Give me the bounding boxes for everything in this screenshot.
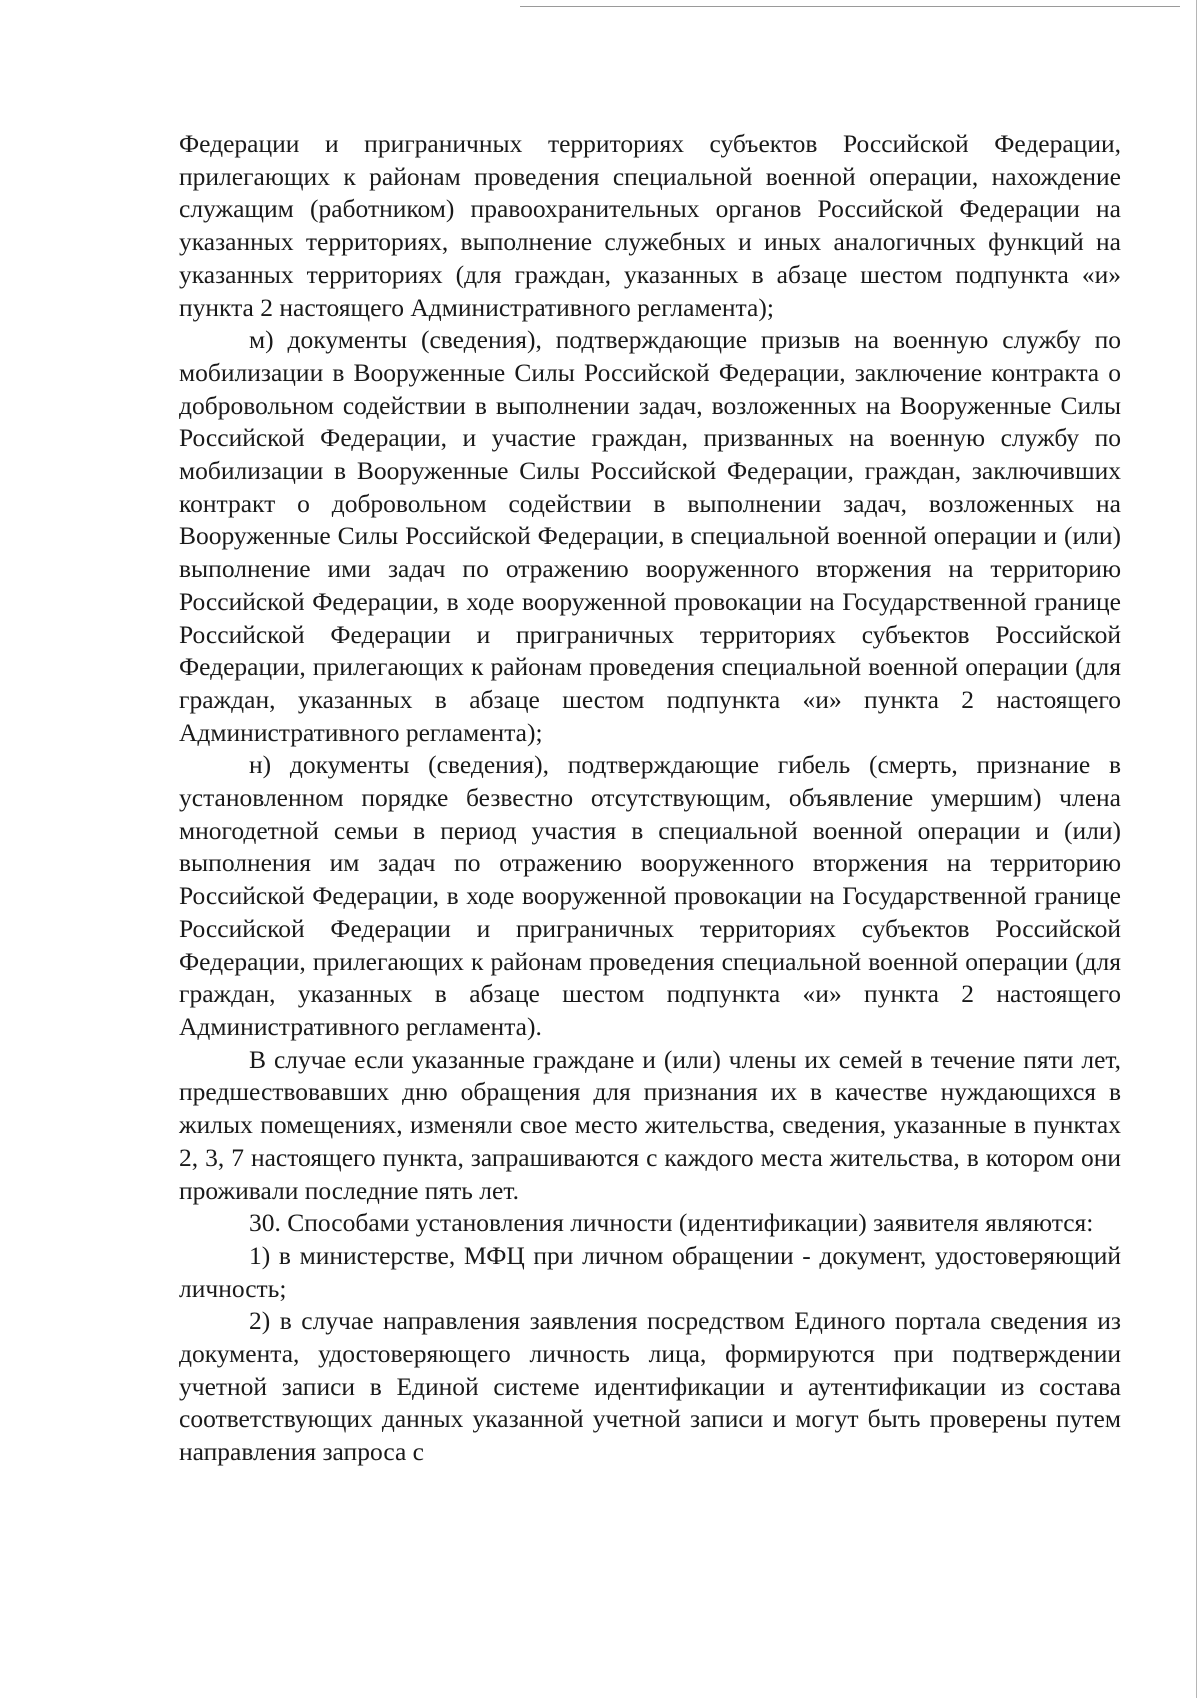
paragraph-section-30-item-1: 1) в министерстве, МФЦ при личном обращении - документ, удостоверяющий личность; bbox=[179, 1240, 1121, 1303]
paragraph-residence-change: В случае если указанные граждане и (или) члены их семей в течение пяти лет, предшествовавших дню обращения для признания их в качестве нуждающихся в жилых помещениях, изменяли свое место жительства, сведения, указанные в пунктах 2, 3, 7 настоящего пункта, запрашиваются с каждого места жительства, в котором они проживали последние пять лет. bbox=[179, 1044, 1121, 1205]
scan-edge-top bbox=[520, 6, 1180, 7]
paragraph-section-30-item-2: 2) в случае направления заявления посредством Единого портала сведения из документа, удостоверяющего личность лица, формируются при подтверждении учетной записи в Единой системе идентификации и аутентификации из состава соответствующих данных указанной учетной записи и могут быть проверены путем направления запроса с bbox=[179, 1306, 1121, 1467]
document-body bbox=[179, 128, 1121, 1469]
paragraph-item-m: м) документы (сведения), подтверждающие призыв на военную службу по мобилизации в Вооруженные Силы Российской Федерации, заключение контракта о добровольном содействии в выполнении задач, возложенных на Вооруженные Силы Российской Федерации, и участие граждан, призванных на военную службу по мобилизации в Вооруженные Силы Российской Федерации, граждан, заключивших контракт о добровольном содействии в выполнении задач, возложенных на Вооруженные Силы Российской Федерации, в специальной военной операции и (или) выполнение ими задач по отражению вооруженного вторжения на территорию Российской Федерации, в ходе вооруженной провокации на Государственной границе Российской Федерации и приграничных территориях субъектов Российской Федерации, прилегающих к районам проведения специальной военной операции (для граждан, указанных в абзаце шестом подпункта «и» пункта 2 настоящего Административного регламента); bbox=[179, 325, 1121, 747]
paragraph-section-30: 30. Способами установления личности (идентификации) заявителя являются: bbox=[249, 1208, 1094, 1238]
paragraph-item-n: н) документы (сведения), подтверждающие гибель (смерть, признание в установленном порядке безвестно отсутствующим, объявление умершим) члена многодетной семьи в период участия в специальной военной операции и (или) выполнения им задач по отражению вооруженного вторжения на территорию Российской Федерации, в ходе вооруженной провокации на Государственной границе Российской Федерации и приграничных территориях субъектов Российской Федерации, прилегающих к районам проведения специальной военной операции (для граждан, указанных в абзаце шестом подпункта «и» пункта 2 настоящего Административного регламента). bbox=[179, 750, 1121, 1041]
paragraph-continuation: Федерации и приграничных территориях субъектов Российской Федерации, прилегающих к районам проведения специальной военной операции, нахождение служащим (работником) правоохранительных органов Российской Федерации на указанных территориях, выполнение служебных и иных аналогичных функций на указанных территориях (для граждан, указанных в абзаце шестом подпункта «и» пункта 2 настоящего Административного регламента); bbox=[179, 129, 1121, 322]
scan-edge-right bbox=[1196, 0, 1197, 1698]
